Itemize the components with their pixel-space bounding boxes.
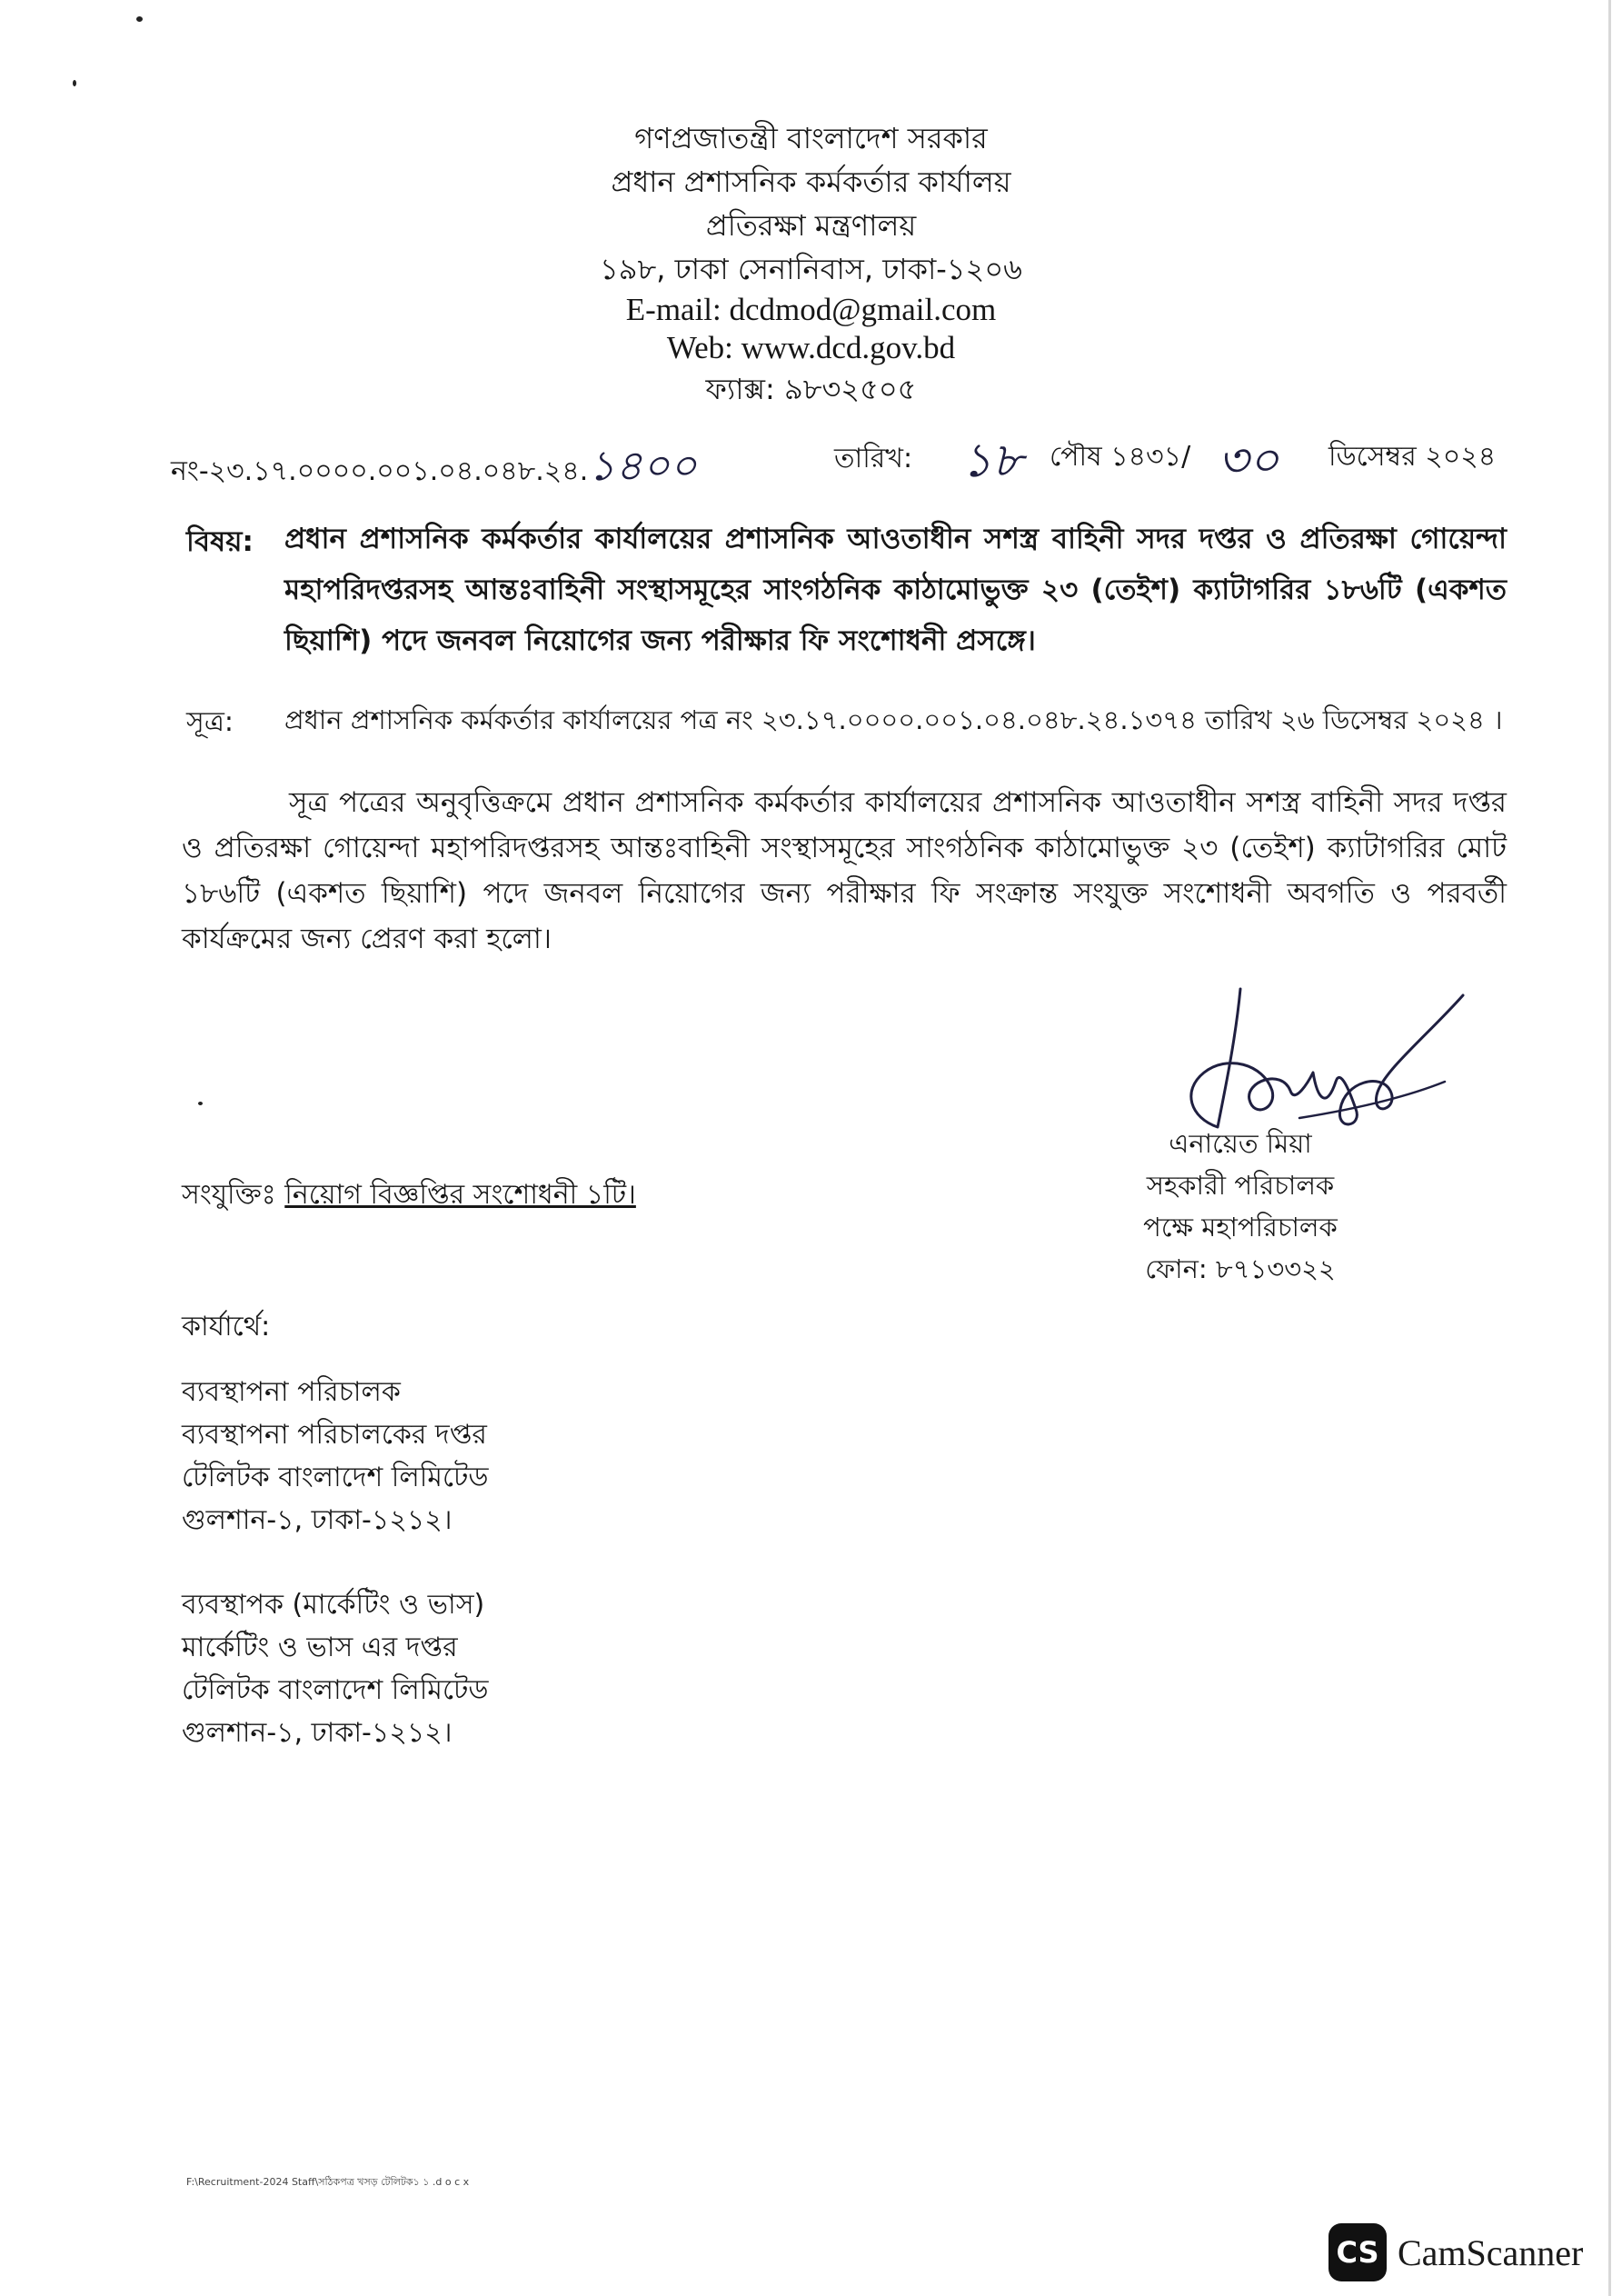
memo-number-prefix: নং-২৩.১৭.০০০০.০০১.০৪.০৪৮.২৪.: [171, 455, 589, 487]
subject-label: বিষয়:: [186, 525, 254, 558]
file-path-footer: F:\Recruitment-2024 Staff\সঠিকপত্র খসড় টেলিটক১ ১ .d o c x: [186, 2176, 470, 2188]
date-day-handwritten: ১৮: [961, 434, 1023, 488]
signatory-on-behalf: পক্ষে মহাপরিচালক: [1143, 1212, 1338, 1243]
recipient-2: [182, 1583, 488, 1754]
source-label: সূত্র:: [186, 706, 234, 738]
signatory-designation: সহকারী পরিচালক: [1146, 1170, 1335, 1201]
office-address: ১৯৮, ঢাকা সেনানিবাস, ঢাকা-১২০৬: [600, 252, 1022, 286]
camscanner-logo-icon: CS: [1328, 2223, 1387, 2281]
office-web: Web: www.dcd.gov.bd: [666, 330, 956, 365]
office-fax: ফ্যাক্স: ৯৮৩২৫০৫: [705, 372, 917, 406]
memo-number-handwritten: ১৪০০: [588, 441, 697, 490]
source-text: প্রধান প্রশাসনিক কর্মকর্তার কার্যালয়ের পত্র নং ২৩.১৭.০০০০.০০১.০৪.০৪৮.২৪.১৩৭৪ তারিখ ২৬ ডিসেম্বর ২০২৪ ।: [284, 704, 1503, 735]
recipient-line: ব্যবস্থাপক (মার্কেটিং ও ভাস): [182, 1589, 485, 1621]
recipient-line: ব্যবস্থাপনা পরিচালক: [182, 1376, 401, 1408]
camscanner-watermark: CamScanner: [1398, 2232, 1584, 2273]
recipient-1: [182, 1371, 488, 1542]
ministry-name: প্রতিরক্ষা মন্ত্রণালয়: [705, 208, 917, 243]
recipient-line: ব্যবস্থাপনা পরিচালকের দপ্তর: [182, 1419, 487, 1451]
signatory-block: [1059, 1123, 1422, 1290]
action-label: কার্যার্থে:: [182, 1311, 271, 1343]
recipient-line: টেলিটক বাংলাদেশ লিমিটেড: [182, 1462, 489, 1493]
office-name: প্রধান প্রশাসনিক কর্মকর্তার কার্যালয়: [611, 165, 1011, 199]
office-email: E-mail: dcdmod@gmail.com: [625, 292, 997, 327]
subject-text: প্রধান প্রশাসনিক কর্মকর্তার কার্যালয়ের প্রশাসনিক আওতাধীন সশস্ত্র বাহিনী সদর দপ্তর ও প্রতিরক্ষা গোয়েন্দা মহাপরিদপ্তরসহ আন্তঃবাহিনী সংস্থাসমূহের সাংগঠনিক কাঠামোভুক্ত ২৩ (তেইশ) ক্যাটাগরির ১৮৬টি (একশত ছিয়াশি) পদে জনবল নিয়োগের জন্য পরীক্ষার ফি সংশোধনী প্রসঙ্গে।: [284, 523, 1507, 657]
memo-number: [171, 434, 697, 504]
scan-speck: [73, 80, 76, 86]
date-en-day-handwritten: ৩০: [1218, 434, 1279, 488]
signatory-name: এনায়েত মিয়া: [1169, 1128, 1312, 1159]
recipient-line: টেলিটক বাংলাদেশ লিমিটেড: [182, 1674, 489, 1706]
date-month-year: ডিসেম্বর ২০২৪: [1328, 441, 1497, 473]
scan-edge-line: [1608, 0, 1611, 2296]
letterhead: [0, 116, 1622, 411]
scan-speck: [198, 1102, 203, 1105]
recipient-line: গুলশান-১, ঢাকা-১২১২।: [182, 1504, 453, 1536]
attachment-label: সংযুক্তিঃ: [182, 1179, 276, 1211]
date-label: তারিখ:: [834, 443, 913, 474]
recipient-line: গুলশান-১, ঢাকা-১২১২।: [182, 1717, 453, 1749]
govt-title: গণপ্রজাতন্ত্রী বাংলাদেশ সরকার: [634, 121, 988, 155]
attachment-text: নিয়োগ বিজ্ঞপ্তির সংশোধনী ১টি।: [284, 1179, 636, 1211]
scan-speck: [136, 16, 143, 22]
attachment: [182, 1173, 636, 1219]
signatory-phone: ফোন: ৮৭১৩৩২২: [1145, 1253, 1336, 1284]
body-paragraph: সূত্র পত্রের অনুবৃত্তিক্রমে প্রধান প্রশাসনিক কর্মকর্তার কার্যালয়ের প্রশাসনিক আওতাধীন সশস্ত্র বাহিনী সদর দপ্তর ও প্রতিরক্ষা গোয়েন্দা মহাপরিদপ্তরসহ আন্তঃবাহিনী সংস্থাসমূহের সাংগঠনিক কাঠামোভুক্ত ২৩ (তেইশ) ক্যাটাগরির মোট ১৮৬টি (একশত ছিয়াশি) পদে জনবল নিয়োগের জন্য পরীক্ষার ফি সংক্রান্ত সংযুক্ত সংশোধনী অবগতি ও পরবর্তী কার্যক্রমের জন্য প্রেরণ করা হলো।: [182, 786, 1507, 955]
signature-mark: [1154, 982, 1481, 1141]
recipient-line: মার্কেটিং ও ভাস এর দপ্তর: [182, 1632, 458, 1663]
date-bangla: পৌষ ১৪৩১/: [1050, 441, 1191, 473]
